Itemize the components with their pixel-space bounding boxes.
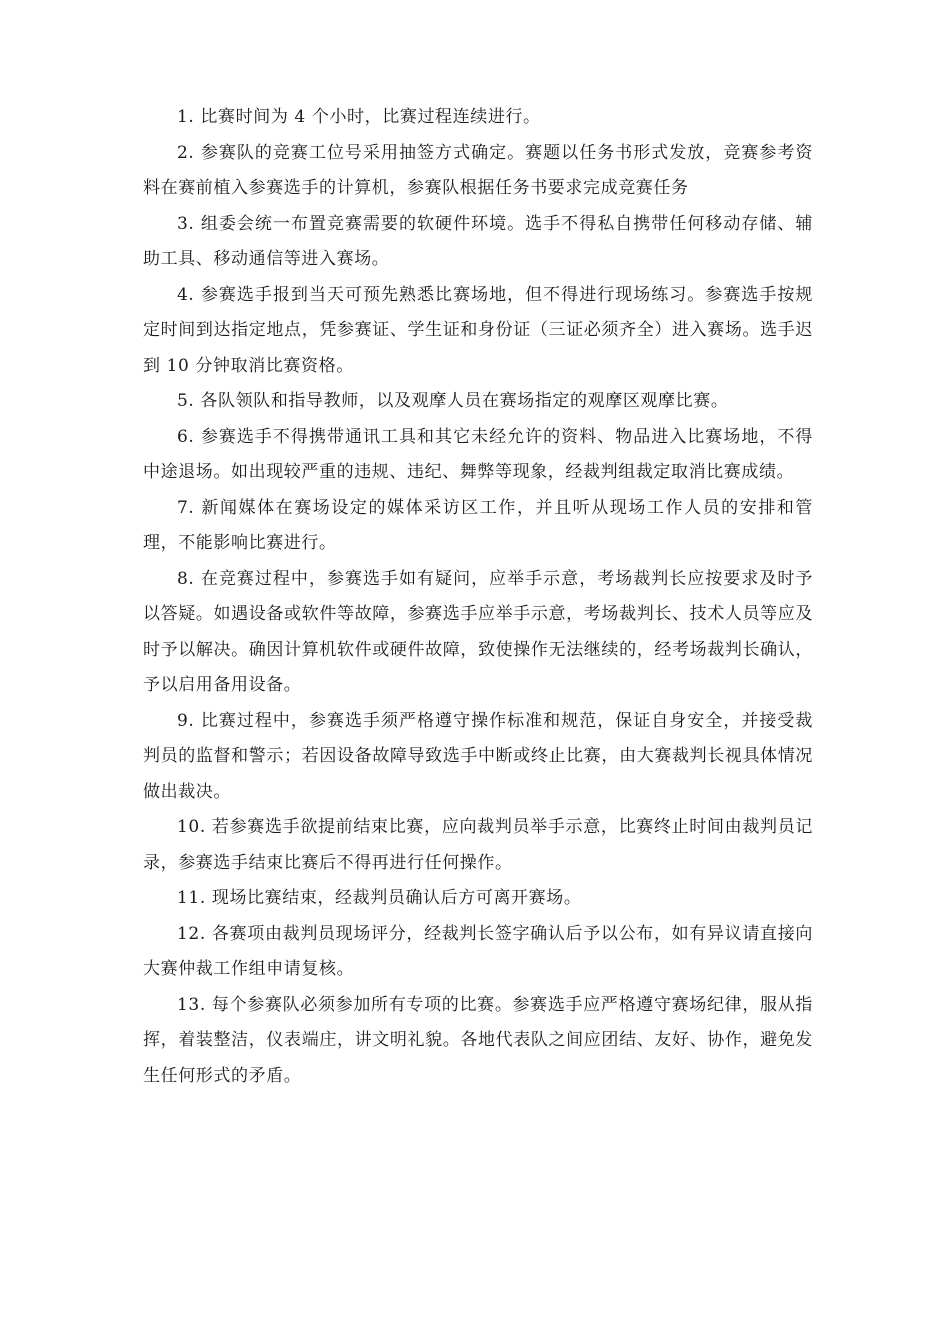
rule-item-13: 13. 每个参赛队必须参加所有专项的比赛。参赛选手应严格遵守赛场纪律，服从指挥，着装整洁，仪表端庄，讲文明礼貌。各地代表队之间应团结、友好、协作，避免发生任何形式的矛盾。 bbox=[143, 994, 813, 1086]
rule-item-8: 8. 在竞赛过程中，参赛选手如有疑问，应举手示意，考场裁判长应按要求及时予以答疑。如遇设备或软件等故障，参赛选手应举手示意，考场裁判长、技术人员等应及时予以解决。确因计算机软件或硬件故障，致使操作无法继续的，经考场裁判长确认，予以启用备用设备。 bbox=[143, 568, 813, 695]
rule-item-7: 7. 新闻媒体在赛场设定的媒体采访区工作，并且听从现场工作人员的安排和管理，不能影响比赛进行。 bbox=[143, 497, 813, 553]
rule-item-12: 12. 各赛项由裁判员现场评分，经裁判长签字确认后予以公布，如有异议请直接向大赛仲裁工作组申请复核。 bbox=[143, 923, 813, 979]
rule-item-11: 11. 现场比赛结束，经裁判员确认后方可离开赛场。 bbox=[177, 888, 582, 908]
rule-item-3: 3. 组委会统一布置竞赛需要的软硬件环境。选手不得私自携带任何移动存储、辅助工具、移动通信等进入赛场。 bbox=[143, 213, 813, 269]
rule-item-10: 10. 若参赛选手欲提前结束比赛，应向裁判员举手示意，比赛终止时间由裁判员记录，参赛选手结束比赛后不得再进行任何操作。 bbox=[143, 817, 813, 873]
rule-item-5: 5. 各队领队和指导教师，以及观摩人员在赛场指定的观摩区观摩比赛。 bbox=[177, 391, 729, 411]
rule-item-9: 9. 比赛过程中，参赛选手须严格遵守操作标准和规范，保证自身安全，并接受裁判员的监督和警示；若因设备故障导致选手中断或终止比赛，由大赛裁判长视具体情况做出裁决。 bbox=[143, 710, 813, 802]
rule-item-6: 6. 参赛选手不得携带通讯工具和其它未经允许的资料、物品进入比赛场地，不得中途退场。如出现较严重的违规、违纪、舞弊等现象，经裁判组裁定取消比赛成绩。 bbox=[143, 426, 813, 482]
rules-list bbox=[143, 100, 813, 1094]
rule-item-4: 4. 参赛选手报到当天可预先熟悉比赛场地，但不得进行现场练习。参赛选手按规定时间到达指定地点，凭参赛证、学生证和身份证（三证必须齐全）进入赛场。选手迟到 10 分钟取消比赛资格。 bbox=[143, 284, 813, 376]
rule-item-2: 2. 参赛队的竞赛工位号采用抽签方式确定。赛题以任务书形式发放，竞赛参考资料在赛前植入参赛选手的计算机，参赛队根据任务书要求完成竞赛任务 bbox=[143, 142, 813, 198]
rule-item-1: 1. 比赛时间为 4 个小时，比赛过程连续进行。 bbox=[177, 107, 541, 127]
